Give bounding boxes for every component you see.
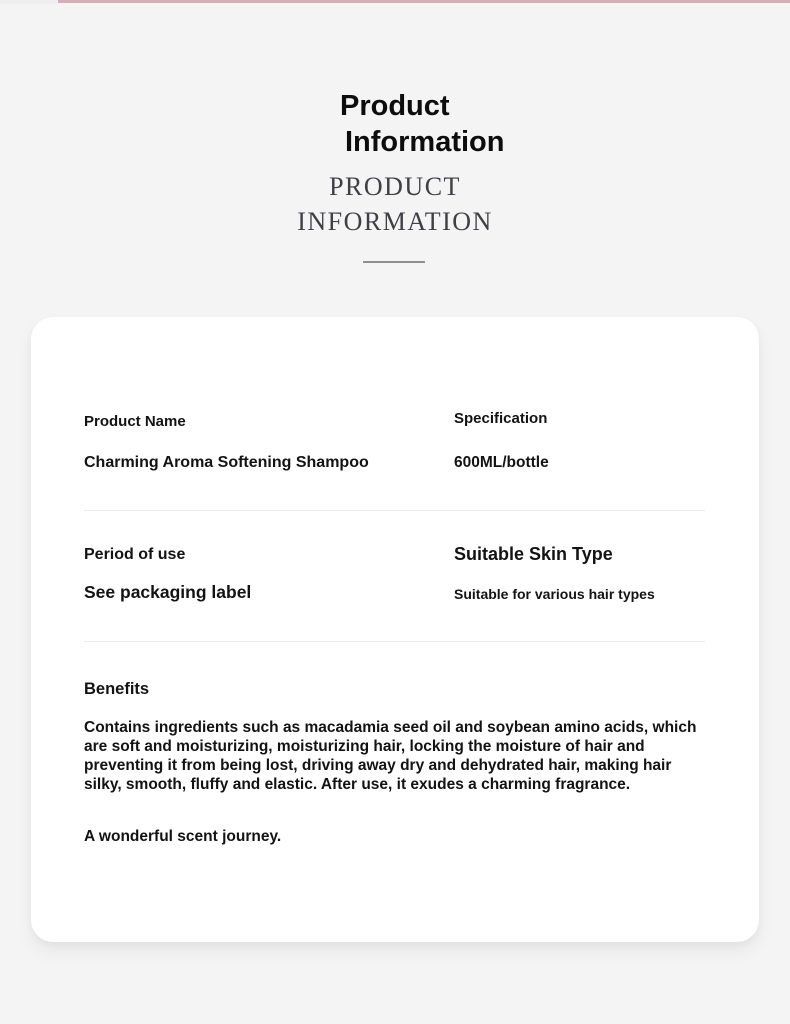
top-strip-left-segment <box>0 0 58 4</box>
page-subtitle-line1: PRODUCT <box>329 172 461 201</box>
field-value-specification: 600ML/bottle <box>454 454 549 471</box>
benefits-paragraph: Contains ingredients such as macadamia seed oil and soybean amino acids, which are soft and moisturizing, moisturizing hair, locking the moisture of hair and preventing it from being lost, driving away dry and dehydrated hair, making hair silky, smooth, fluffy and elastic. After use, it exudes a charming fragrance. <box>84 719 697 793</box>
field-value-period-of-use: See packaging label <box>84 582 252 602</box>
top-strip-pink-line <box>58 0 790 3</box>
top-strip <box>0 0 790 4</box>
page-title-line2: Information <box>345 126 505 158</box>
product-info-card <box>31 317 759 942</box>
field-value-suitable-skin-type: Suitable for various hair types <box>454 586 655 602</box>
card-divider-1 <box>84 510 705 511</box>
page-subtitle-line2: INFORMATION <box>297 207 493 236</box>
subtitle-divider <box>363 261 425 263</box>
card-divider-2 <box>84 641 705 642</box>
benefits-heading: Benefits <box>84 680 150 698</box>
benefits-closing-line: A wonderful scent journey. <box>84 828 282 845</box>
field-label-suitable-skin-type: Suitable Skin Type <box>454 544 613 564</box>
field-value-product-name: Charming Aroma Softening Shampoo <box>84 454 369 471</box>
page-title-line1: Product <box>340 90 450 122</box>
field-label-product-name: Product Name <box>84 413 186 430</box>
field-label-specification: Specification <box>454 410 548 427</box>
field-label-period-of-use: Period of use <box>84 546 186 563</box>
